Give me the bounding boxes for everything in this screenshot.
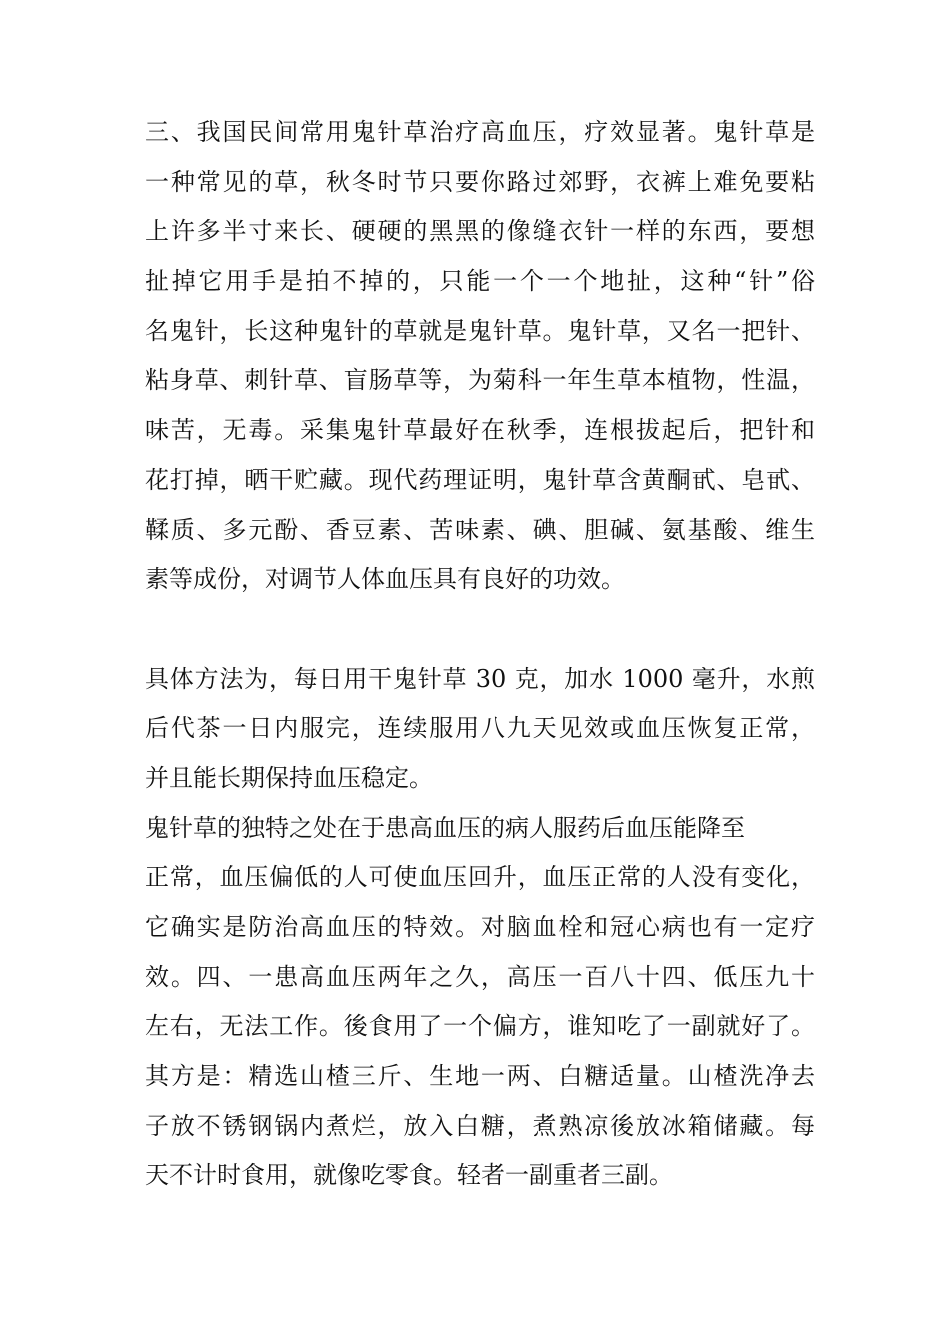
text-line: 素等成份，对调节人体血压具有良好的功效。: [145, 565, 625, 594]
text-line: 天不计时食用，就像吃零食。轻者一副重者三副。: [145, 1161, 673, 1190]
text-line: 左右，无法工作。後食用了一个偏方，谁知吃了一副就好了。: [145, 1012, 815, 1041]
paragraph-spacer: [145, 605, 815, 655]
text-line: 正常，血压偏低的人可使血压回升，血压正常的人没有变化，: [145, 863, 815, 892]
text-line: 味苦，无毒。采集鬼针草最好在秋季，连根拔起后，把针和: [145, 416, 815, 445]
text-line: 三、我国民间常用鬼针草治疗高血压，疗效显著。鬼针草是: [145, 118, 815, 146]
text-line: 上许多半寸来长、硬硬的黑黑的像缝衣针一样的东西，要想: [145, 217, 815, 246]
paragraph: [145, 804, 815, 1202]
text-line: 其方是：精选山楂三斤、生地一两、白糖适量。山楂洗净去: [145, 1062, 815, 1091]
text-line: 名鬼针，长这种鬼针的草就是鬼针草。鬼针草，又名一把针、: [145, 316, 815, 345]
text-line: 具体方法为，每日用干鬼针草 30 克，加水 1000 毫升，水煎: [145, 664, 815, 693]
paragraph: [145, 108, 815, 605]
text-line: 粘身草、刺针草、盲肠草等，为菊科一年生草本植物，性温，: [145, 366, 815, 395]
document-body: [145, 108, 815, 1201]
text-line: 它确实是防治高血压的特效。对脑血栓和冠心病也有一定疗: [145, 913, 815, 941]
text-line: 一种常见的草，秋冬时节只要你路过郊野，衣裤上难免要粘: [145, 167, 815, 196]
text-line: 并且能长期保持血压稳定。: [145, 763, 433, 792]
text-line: 效。四、一患高血压两年之久，高压一百八十四、低压九十: [145, 962, 815, 991]
text-line: 鞣质、多元酚、香豆素、苦味素、碘、胆碱、氨基酸、维生: [145, 515, 815, 544]
text-line: 子放不锈钢锅内煮烂，放入白糖，煮熟凉後放冰箱储藏。每: [145, 1111, 815, 1140]
text-line: 鬼针草的独特之处在于患高血压的病人服药后血压能降至: [145, 813, 745, 842]
text-line: 扯掉它用手是拍不掉的，只能一个一个地扯，这种“针”俗: [145, 267, 815, 296]
paragraph: [145, 655, 815, 804]
text-line: 后代茶一日内服完，连续服用八九天见效或血压恢复正常，: [145, 714, 815, 743]
text-line: 花打掉，晒干贮藏。现代药理证明，鬼针草含黄酮甙、皂甙、: [145, 465, 815, 494]
